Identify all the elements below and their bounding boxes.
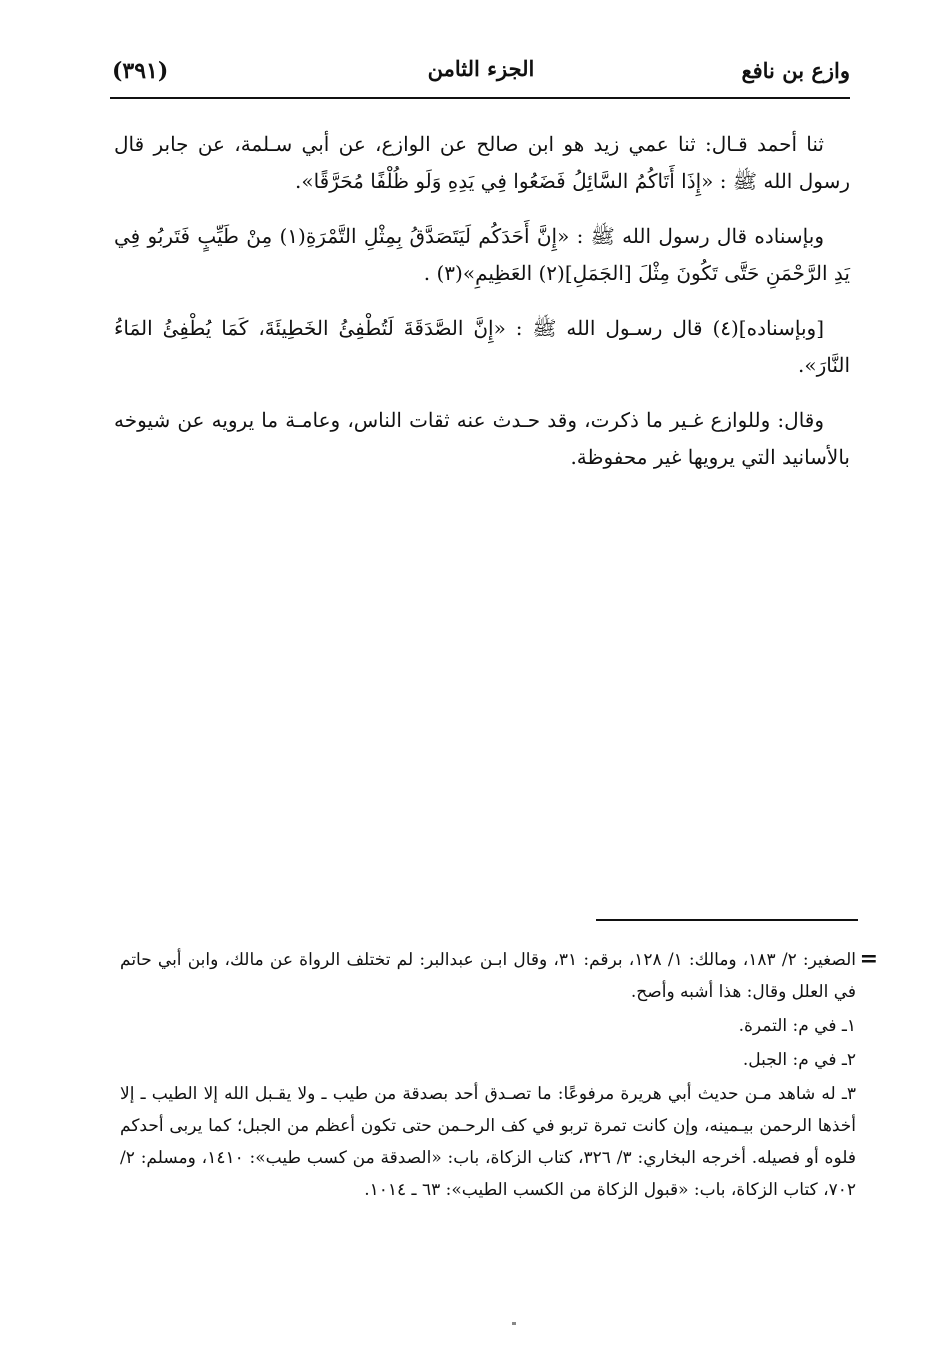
header-rule <box>110 97 850 99</box>
continuation-mark: = <box>859 946 878 972</box>
paragraph: [وبإسناده](٤) قال رسـول الله ﷺ : «إِنَّ الصَّدَقَةَ لَتُطْفِئُ الخَطِيئَةَ، كَمَا يُطْفِئُ المَاءُ النَّارَ». <box>114 316 850 377</box>
main-text <box>114 126 850 476</box>
running-title: وازع بن نافع <box>741 58 850 83</box>
volume-label: الجزء الثامن <box>427 56 535 81</box>
footnote: الصغير: ٢/ ١٨٣، ومالك: ١/ ١٢٨، برقم: ٣١، وقال ابـن عبدالبر: لم تختلف الرواة عن مالك، وابن أبي حاتم في العلل وقال: هذا أشبه وأصح. <box>120 950 857 1002</box>
footnote: ٢ـ في م: الجبل. <box>742 1050 856 1070</box>
footnote: ٣ـ له شاهد مـن حديث أبي هريرة مرفوعًا: ما تصـدق أحد بصدقة من طيب ـ ولا يقـبل الله إلا الطيب ـ إلا أخذها الرحمن بيـمينه، وإن كانت تمرة تربو في كف الرحـمن حتى تكون أعظم من الجبل؛ كما يربى أحدكم فلوه أو فصيله. أخرجه البخاري: ٣/ ٣٢٦، كتاب الزكاة، باب: «الصدقة من كسب طيب»: ١٤١٠، ومسلم: ٢/ ٧٠٢، كتاب الزكاة، باب: «قبول الزكاة من الكسب الطيب»: ٦٣ ـ ١٠١٤. <box>120 1084 856 1200</box>
paragraph: وبإسناده قال رسول الله ﷺ : «إِنَّ أَحَدَكُم لَيَتَصَدَّقُ بِمِثْلِ التَّمْرَةِ(١) مِنْ طَيِّبٍ فَتَربُو فِي يَدِ الرَّحْمَنِ حَتَّى تَكُونَ مِثْلَ [الجَمَلِ](٢) العَظِيمِ»(٣) . <box>114 224 850 285</box>
footnotes <box>120 944 856 1208</box>
scan-speck <box>512 1322 516 1325</box>
footnote-rule <box>596 919 858 921</box>
paragraph: وقال: وللوازع غـير ما ذكرت، وقد حـدث عنه ثقات الناس، وعامـة ما يرويه عن شيوخه بالأسانيد التي يرويها غير محفوظة. <box>114 408 850 469</box>
page-number: (٣٩١) <box>112 58 169 84</box>
footnote: ١ـ في م: التمرة. <box>738 1016 856 1036</box>
paragraph: ثنا أحمد قـال: ثنا عمي زيد هو ابن صالح عن الوازع، عن أبي سـلمة، عن جابر قال رسول الله ﷺ : «إِذَا أَتَاكُمُ السَّائِلُ فَضَعُوا فِي يَدِهِ وَلَو ظُلْفًا مُحَرَّقًا». <box>114 132 850 193</box>
page-header <box>112 52 850 92</box>
